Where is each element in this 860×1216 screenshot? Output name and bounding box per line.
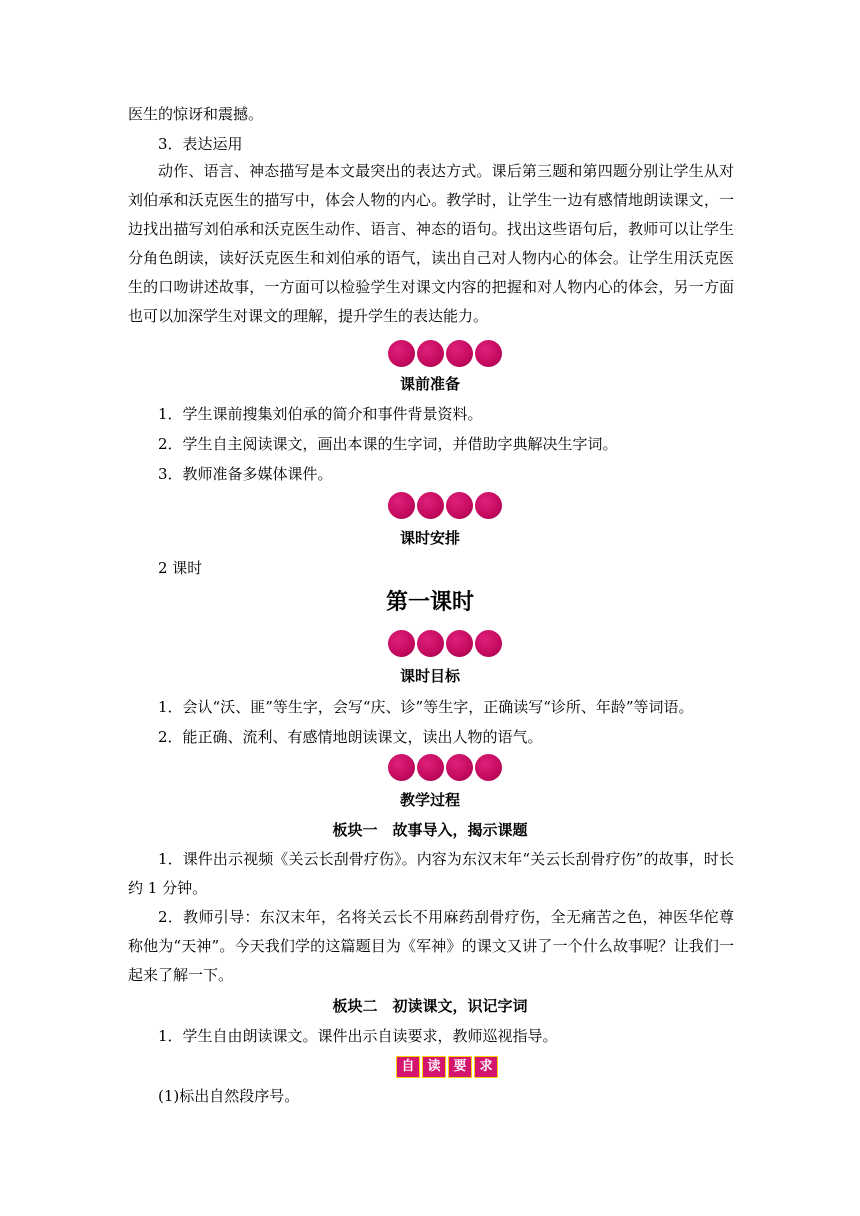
prep-title: 课前准备 bbox=[399, 375, 460, 393]
badge-char: 求 bbox=[474, 1056, 498, 1078]
dot-icon bbox=[475, 754, 502, 781]
dot-icon bbox=[475, 492, 502, 519]
requirement-item: (1)标出自然段序号。 bbox=[158, 1087, 300, 1105]
dot-icon bbox=[388, 754, 415, 781]
goal-item: 2．能正确、流利、有感情地朗读课文，读出人物的语气。 bbox=[158, 728, 543, 746]
dot-icon bbox=[417, 754, 444, 781]
badge-char: 要 bbox=[448, 1056, 472, 1078]
prep-item: 2．学生自主阅读课文，画出本课的生字词，并借助字典解决生字词。 bbox=[158, 435, 618, 453]
block2-title: 板块二 初读课文，识记字词 bbox=[332, 997, 528, 1015]
goals-title: 课时目标 bbox=[399, 667, 460, 685]
continuation-line: 医生的惊讶和震撼。 bbox=[128, 105, 264, 123]
badge-char: 读 bbox=[422, 1056, 446, 1078]
block1-item: 1．课件出示视频《关云长刮骨疗伤》。内容为东汉末年“关云长刮骨疗伤”的故事，时长约 1 分钟。 bbox=[128, 850, 734, 897]
dot-icon bbox=[475, 340, 502, 367]
self-reading-badge bbox=[396, 1056, 498, 1078]
decorative-dots bbox=[388, 754, 502, 781]
schedule-title: 课时安排 bbox=[399, 529, 460, 547]
process-title: 教学过程 bbox=[399, 791, 460, 809]
dot-icon bbox=[388, 340, 415, 367]
prep-item: 1．学生课前搜集刘伯承的简介和事件背景资料。 bbox=[158, 405, 483, 423]
dot-icon bbox=[388, 630, 415, 657]
goal-item: 1．会认“沃、匪”等生字，会写“庆、诊”等生字，正确读写“诊所、年龄”等词语。 bbox=[158, 698, 694, 716]
decorative-dots bbox=[388, 340, 502, 367]
dot-icon bbox=[446, 630, 473, 657]
decorative-dots bbox=[388, 630, 502, 657]
dot-icon bbox=[475, 630, 502, 657]
dot-icon bbox=[417, 630, 444, 657]
dot-icon bbox=[446, 492, 473, 519]
section-heading: 3．表达运用 bbox=[158, 135, 243, 153]
schedule-text: 2 课时 bbox=[158, 559, 203, 577]
dot-icon bbox=[388, 492, 415, 519]
lesson-title: 第一课时 bbox=[385, 590, 474, 615]
decorative-dots bbox=[388, 492, 502, 519]
dot-icon bbox=[417, 340, 444, 367]
badge-char: 自 bbox=[396, 1056, 420, 1078]
dot-icon bbox=[417, 492, 444, 519]
block1-title: 板块一 故事导入，揭示课题 bbox=[332, 821, 528, 839]
block1-item: 2．教师引导：东汉末年，名将关云长不用麻药刮骨疗伤，全无痛苦之色，神医华佗尊称他为“天神”。今天我们学的这篇题目为《军神》的课文又讲了一个什么故事呢？让我们一起来了解一下。 bbox=[128, 908, 734, 984]
section-paragraph: 动作、语言、神态描写是本文最突出的表达方式。课后第三题和第四题分别让学生从对刘伯承和沃克医生的描写中，体会人物的内心。教学时，让学生一边有感情地朗读课文，一边找出描写刘伯承和沃克医生动作、语言、神态的语句。找出这些语句后，教师可以让学生分角色朗读，读好沃克医生和刘伯承的语气，读出自己对人物内心的体会。让学生用沃克医生的口吻讲述故事，一方面可以检验学生对课文内容的把握和对人物内心的体会，另一方面也可以加深学生对课文的理解，提升学生的表达能力。 bbox=[128, 162, 734, 325]
prep-item: 3．教师准备多媒体课件。 bbox=[158, 465, 333, 483]
dot-icon bbox=[446, 754, 473, 781]
dot-icon bbox=[446, 340, 473, 367]
block2-item: 1．学生自由朗读课文。课件出示自读要求，教师巡视指导。 bbox=[158, 1027, 558, 1045]
